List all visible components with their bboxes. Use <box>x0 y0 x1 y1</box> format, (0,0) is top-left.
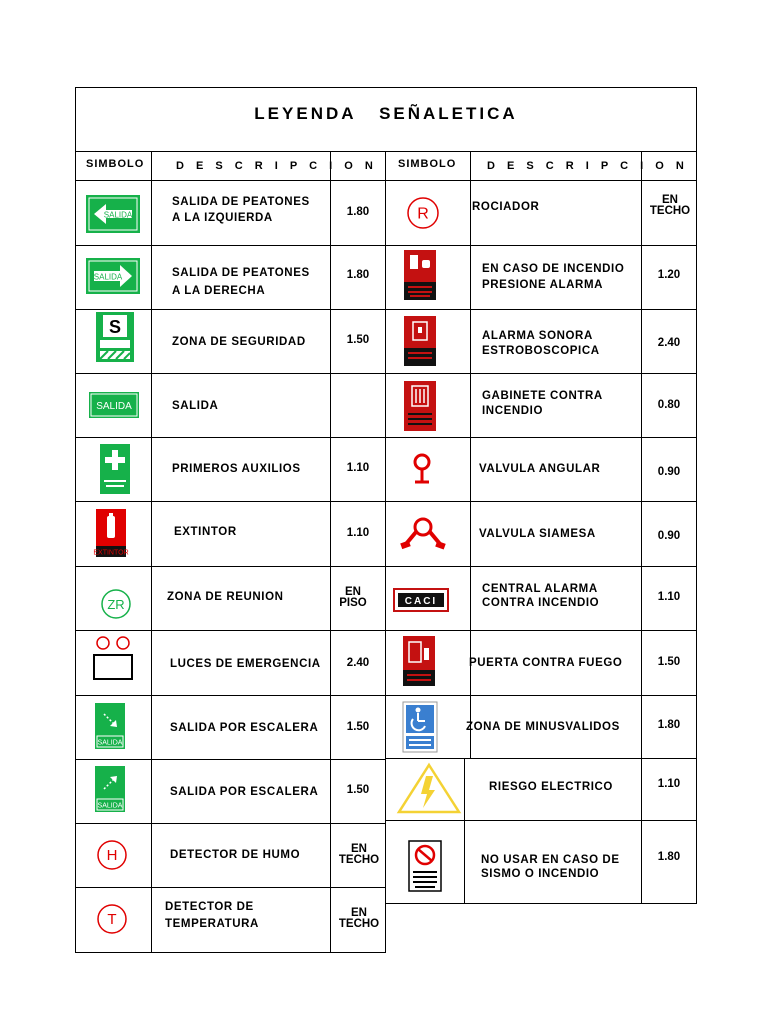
sprinkler-icon <box>406 196 440 230</box>
right-row-11-value: 1.80 <box>657 851 681 863</box>
left-row-3-value: 1.50 <box>346 334 370 346</box>
left-row-3-desc: ZONA DE SEGURIDAD <box>172 336 306 348</box>
header-simbolo-right: SIMBOLO <box>398 158 457 170</box>
sprinkler-icon-letter: R <box>417 205 429 223</box>
left-row-1-desc-line1: SALIDA DE PEATONES <box>172 196 310 208</box>
left-row-7-value: EN PISO <box>339 586 367 609</box>
disabled-zone-icon <box>403 702 437 752</box>
fire-alarm-panel-icon <box>393 588 449 612</box>
left-row-5-value: 1.10 <box>346 462 370 474</box>
right-row-11-desc-line2: SISMO O INCENDIO <box>481 868 600 880</box>
left-row-12-desc-line1: DETECTOR DE <box>165 901 254 913</box>
smoke-detector-icon-letter: H <box>106 847 118 864</box>
left-row-11-desc: DETECTOR DE HUMO <box>170 849 301 861</box>
heat-detector-icon-letter: T <box>107 911 117 928</box>
left-row-1-value: 1.80 <box>346 206 370 218</box>
left-row-2-desc-line1: SALIDA DE PEATONES <box>172 267 310 279</box>
right-row-5-value: 0.90 <box>657 466 681 478</box>
left-row-6-value: 1.10 <box>346 527 370 539</box>
left-row-9-value: 1.50 <box>346 721 370 733</box>
fire-alarm-button-icon <box>404 250 436 300</box>
fire-cabinet-icon <box>404 381 436 431</box>
right-row-11-desc-line1: NO USAR EN CASO DE <box>481 854 620 866</box>
header-descripcion-right: D E S C R I P C I O N <box>487 160 689 172</box>
left-row-12-desc-line2: TEMPERATURA <box>165 918 259 930</box>
stair-exit-up-icon <box>95 766 125 812</box>
right-row-2-value: 1.20 <box>657 269 681 281</box>
siamese-valve-icon <box>400 515 446 551</box>
extinguisher-icon-label: EXTINTOR <box>93 549 129 557</box>
angle-valve-icon <box>408 452 436 486</box>
no-use-earthquake-fire-icon <box>409 841 441 891</box>
right-row-4-desc-line1: GABINETE CONTRA <box>482 390 603 402</box>
right-row-1-value: EN TECHO <box>649 194 691 217</box>
left-row-2-value: 1.80 <box>346 269 370 281</box>
right-row-3-desc-line1: ALARMA SONORA <box>482 330 593 342</box>
left-row-6-desc: EXTINTOR <box>174 526 237 538</box>
right-row-7-value: 1.10 <box>657 591 681 603</box>
right-row-2-desc-line1: EN CASO DE INCENDIO <box>482 263 625 275</box>
safety-zone-icon <box>96 312 134 362</box>
page-title: LEYENDA SEÑALETICA <box>254 104 518 123</box>
left-row-9-desc: SALIDA POR ESCALERA <box>170 722 319 734</box>
right-row-7-desc-line1: CENTRAL ALARMA <box>482 583 598 595</box>
left-row-8-desc: LUCES DE EMERGENCIA <box>170 658 321 670</box>
header-descripcion-left: D E S C R I P C I O N <box>176 160 378 172</box>
emergency-lights-icon <box>93 635 133 681</box>
exit-left-arrow-icon-label: SALIDA <box>103 210 133 220</box>
meeting-zone-icon-label: ZR <box>107 597 125 612</box>
exit-icon-label: SALIDA <box>96 401 132 412</box>
left-row-8-value: 2.40 <box>346 657 370 669</box>
right-row-9-value: 1.80 <box>657 719 681 731</box>
right-row-7-desc-line2: CONTRA INCENDIO <box>482 597 600 609</box>
left-row-11-value: EN TECHO <box>338 843 380 866</box>
right-row-3-desc-line2: ESTROBOSCOPICA <box>482 345 600 357</box>
smoke-detector-icon <box>96 839 128 871</box>
right-row-1-desc: ROCIADOR <box>472 201 540 213</box>
extinguisher-icon <box>93 509 129 557</box>
exit-left-arrow-icon <box>86 195 140 233</box>
safety-zone-icon-letter: S <box>108 317 122 337</box>
fire-alarm-panel-icon-label: CACI <box>404 596 438 607</box>
left-row-1-desc-line2: A LA IZQUIERDA <box>172 212 273 224</box>
right-row-6-value: 0.90 <box>657 530 681 542</box>
right-row-5-desc: VALVULA ANGULAR <box>479 463 601 475</box>
stair-exit-down-icon-label: SALIDA <box>97 739 123 747</box>
exit-icon <box>89 392 139 418</box>
left-row-2-desc-line2: A LA DERECHA <box>172 285 266 297</box>
fire-door-icon <box>403 636 435 686</box>
right-row-4-value: 0.80 <box>657 399 681 411</box>
right-row-8-desc: PUERTA CONTRA FUEGO <box>469 657 623 669</box>
heat-detector-icon <box>96 903 128 935</box>
stair-exit-up-icon-label: SALIDA <box>97 802 123 810</box>
meeting-zone-icon <box>99 587 133 621</box>
left-row-10-desc: SALIDA POR ESCALERA <box>170 786 319 798</box>
left-row-4-desc: SALIDA <box>172 400 219 412</box>
right-row-9-desc: ZONA DE MINUSVALIDOS <box>466 721 620 733</box>
right-row-6-desc: VALVULA SIAMESA <box>479 528 596 540</box>
right-row-10-desc: RIESGO ELECTRICO <box>489 781 613 793</box>
right-row-3-value: 2.40 <box>657 337 681 349</box>
right-row-10-value: 1.10 <box>657 778 681 790</box>
strobe-alarm-icon <box>404 316 436 366</box>
left-row-10-value: 1.50 <box>346 784 370 796</box>
exit-right-arrow-icon <box>86 258 140 294</box>
left-row-7-desc: ZONA DE REUNION <box>167 591 284 603</box>
right-row-8-value: 1.50 <box>657 656 681 668</box>
first-aid-icon <box>100 444 130 494</box>
right-row-4-desc-line2: INCENDIO <box>482 405 544 417</box>
stair-exit-down-icon <box>95 703 125 749</box>
exit-right-arrow-icon-label: SALIDA <box>93 272 123 282</box>
left-row-5-desc: PRIMEROS AUXILIOS <box>172 463 301 475</box>
header-simbolo-left: SIMBOLO <box>86 158 145 170</box>
electric-hazard-icon <box>397 762 461 814</box>
left-row-12-value: EN TECHO <box>338 907 380 930</box>
right-row-2-desc-line2: PRESIONE ALARMA <box>482 279 604 291</box>
